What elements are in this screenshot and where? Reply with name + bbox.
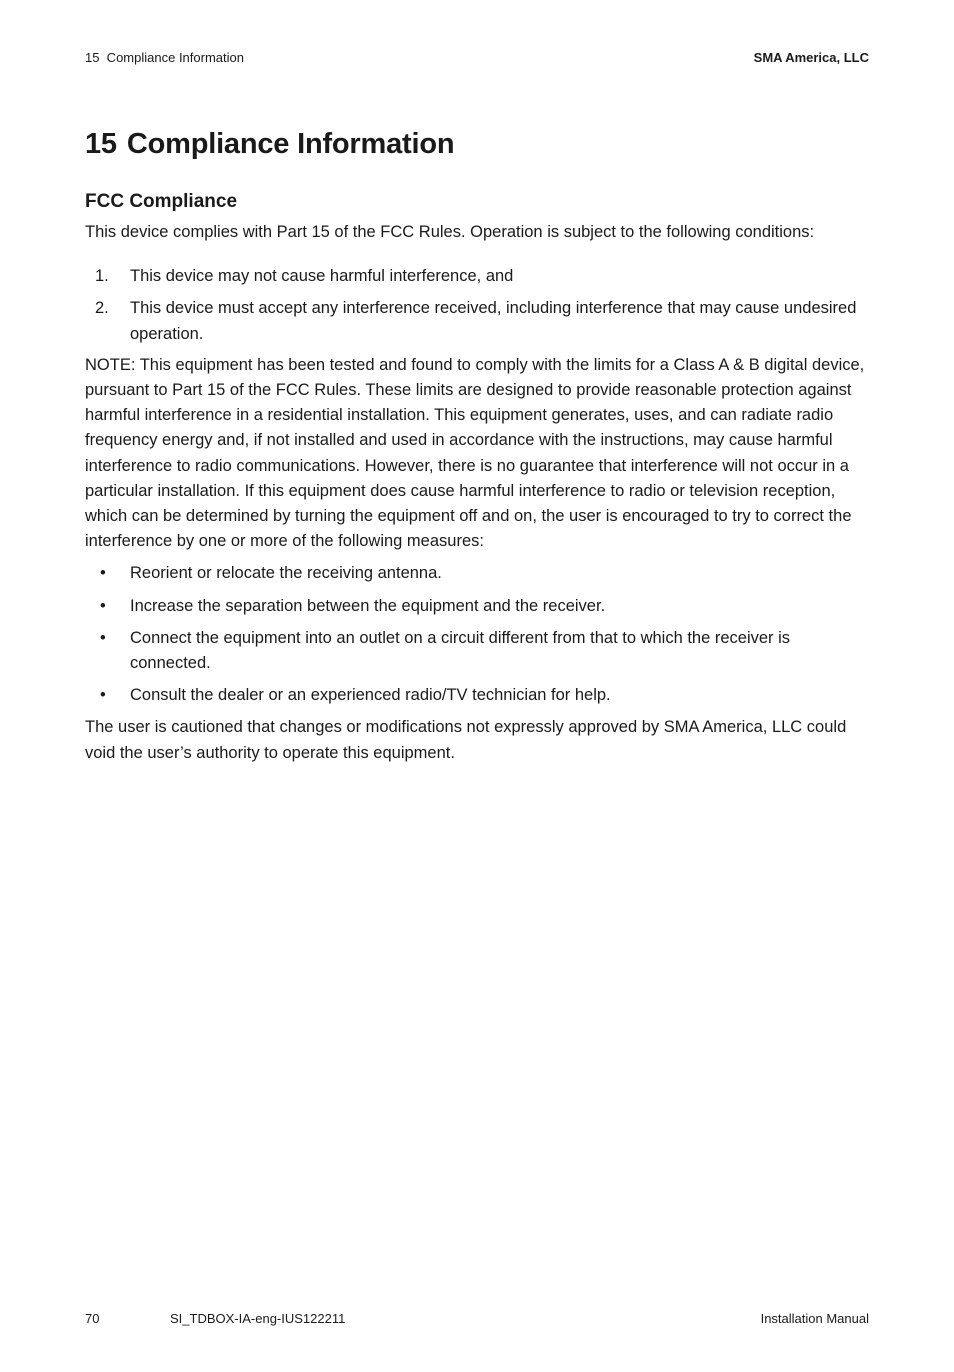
list-item (85, 626, 869, 676)
document-type: Installation Manual (760, 1311, 869, 1326)
list-number: 1. (95, 267, 109, 286)
bullet-icon: • (100, 628, 106, 647)
measures-list (85, 561, 869, 708)
conditions-list (85, 264, 869, 347)
list-item-text: Increase the separation between the equipment and the receiver. (130, 596, 606, 615)
header-company-name: SMA America, LLC (753, 50, 869, 65)
list-item-text: This device may not cause harmful interference, and (130, 267, 514, 286)
list-number: 2. (95, 299, 109, 318)
header-section-title: 15 Compliance Information (85, 50, 244, 65)
chapter-title (85, 124, 869, 164)
list-item-text: Connect the equipment into an outlet on a circuit different from that to which the receiver is connected. (130, 628, 791, 673)
page-content (85, 124, 869, 766)
page-number: 70 (85, 1311, 100, 1326)
list-item (85, 594, 869, 619)
list-item (85, 561, 869, 586)
list-item-text: This device must accept any interference received, including interference that may cause undesired operation. (130, 299, 857, 343)
list-item-text: Reorient or relocate the receiving antenna. (130, 564, 442, 583)
running-header (85, 50, 869, 70)
chapter-number: 15 (85, 128, 117, 160)
fcc-note-paragraph: NOTE: This equipment has been tested and found to comply with the limits for a Class A & B digital device, pursuant to Part 15 of the FCC Rules. These limits are designed to provide reasonable protection against harmful interference in a residential installation. This equipment generates, uses, and can radiate radio frequency energy and, if not installed and used in accordance with the instructions, may cause harmful interference to radio communications. However, there is no guarantee that interference will not occur in a particular installation. If this equipment does cause harmful interference to radio or television reception, which can be determined by turning the equipment off and on, the user is encouraged to try to correct the interference by one or more of the following measures: (85, 355, 865, 551)
chapter-title-text: Compliance Information (126, 128, 455, 160)
list-item (85, 296, 869, 346)
list-item (85, 683, 869, 708)
bullet-icon: • (100, 596, 106, 615)
list-item (85, 264, 869, 289)
running-footer (85, 1311, 869, 1331)
section-heading-fcc: FCC Compliance (85, 191, 238, 212)
fcc-closing-paragraph: The user is cautioned that changes or modifications not expressly approved by SMA America, LLC could void the user’s authority to operate this equipment. (85, 718, 847, 762)
bullet-icon: • (100, 686, 106, 705)
list-item-text: Consult the dealer or an experienced radio/TV technician for help. (130, 686, 611, 705)
document-code: SI_TDBOX-IA-eng-IUS122211 (170, 1311, 346, 1326)
fcc-intro-paragraph: This device complies with Part 15 of the FCC Rules. Operation is subject to the following conditions: (85, 223, 815, 241)
bullet-icon: • (100, 564, 106, 583)
